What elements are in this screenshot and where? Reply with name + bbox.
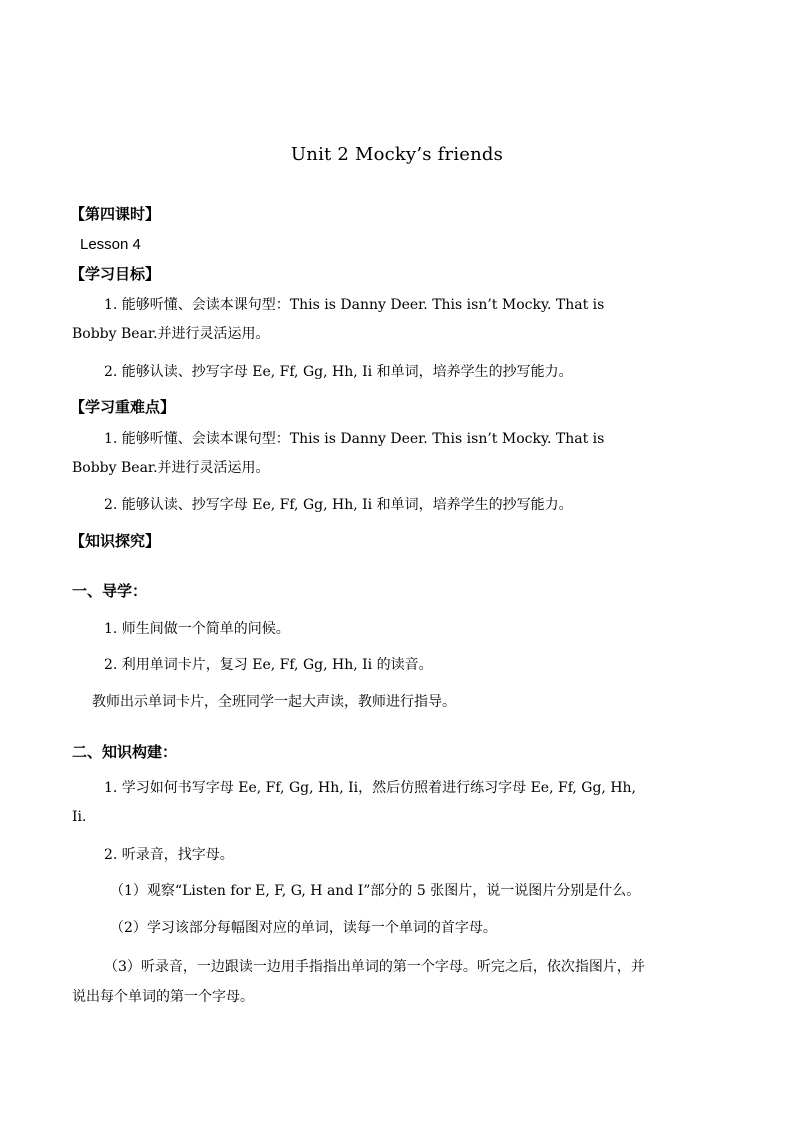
build-item-1-line-2: Ii. xyxy=(72,809,87,825)
guide-item-3: 教师出示单词卡片，全班同学一起大声读，教师进行指导。 xyxy=(92,694,456,710)
objectives-heading: 【学习目标】 xyxy=(70,265,161,283)
build-heading: 二、知识构建： xyxy=(72,743,178,761)
build-sub-item-2: （2）学习该部分每幅图对应的单词，读每一个单词的首字母。 xyxy=(110,920,497,936)
objective-item-1-line-2: Bobby Bear.并进行灵活运用。 xyxy=(72,326,270,342)
key-points-heading: 【学习重难点】 xyxy=(70,398,176,416)
key-point-item-2: 2. 能够认读、抄写字母 Ee, Ff, Gg, Hh, Ii 和单词，培养学生的抄写能力。 xyxy=(104,497,573,513)
build-item-2: 2. 听录音，找字母。 xyxy=(104,847,234,863)
key-point-item-1-line-2: Bobby Bear.并进行灵活运用。 xyxy=(72,460,270,476)
build-sub-item-1: （1）观察“Listen for E, F, G, H and I”部分的 5 张图片，说一说图片分别是什么。 xyxy=(110,883,641,899)
explore-heading: 【知识探究】 xyxy=(70,532,161,550)
build-sub-item-3-line-2: 说出每个单词的第一个字母。 xyxy=(72,989,254,1005)
guide-heading: 一、导学： xyxy=(72,582,148,600)
build-item-1-line-1: 1. 学习如何书写字母 Ee, Ff, Gg, Hh, Ii，然后仿照着进行练习字母 Ee, Ff, Gg, Hh, xyxy=(104,780,637,796)
guide-item-2: 2. 利用单词卡片，复习 Ee, Ff, Gg, Hh, Ii 的读音。 xyxy=(104,657,433,673)
key-point-item-1-line-1: 1. 能够听懂、会读本课句型：This is Danny Deer. This isn’t Mocky. That is xyxy=(104,431,605,447)
objective-item-2: 2. 能够认读、抄写字母 Ee, Ff, Gg, Hh, Ii 和单词，培养学生的抄写能力。 xyxy=(104,364,573,380)
build-sub-item-3-line-1: （3）听录音，一边跟读一边用手指指出单词的第一个字母。听完之后，依次指图片，并 xyxy=(104,959,645,975)
period-heading: 【第四课时】 xyxy=(70,205,161,223)
guide-item-1: 1. 师生间做一个简单的问候。 xyxy=(104,621,290,637)
document-title: Unit 2 Mocky’s friends xyxy=(290,144,504,165)
lesson-label: Lesson 4 xyxy=(80,236,141,253)
objective-item-1-line-1: 1. 能够听懂、会读本课句型：This is Danny Deer. This isn’t Mocky. That is xyxy=(104,297,605,313)
